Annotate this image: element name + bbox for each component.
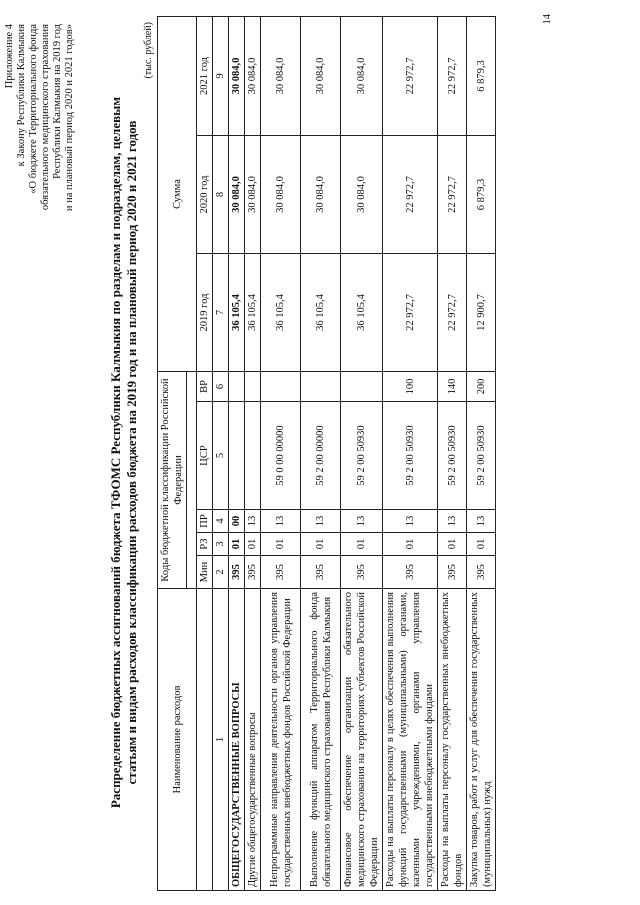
page-number: 14 (542, 14, 553, 25)
cell-csr: 59 2 00 50930 (438, 402, 467, 510)
cell-min: 395 (467, 556, 496, 589)
cell-y2019: 22 972,7 (383, 254, 438, 372)
cell-csr: 59 2 00 50930 (341, 402, 383, 510)
table-row (229, 16, 245, 890)
table-row (261, 16, 301, 890)
cell-rz: 01 (245, 533, 261, 556)
row-name: Финансовое обеспечение организации обязательного медицинского страхования на территориях субъектов Российской Федерации (341, 589, 383, 891)
cell-min: 395 (341, 556, 383, 589)
header-rz: РЗ (197, 533, 213, 556)
cell-y2019: 12 900,7 (467, 254, 496, 372)
title-line: Распределение бюджетных ассигнований бюджета ТФОМС Республики Калмыкия по разделам и подразделам, целевым (108, 96, 123, 809)
header-sum: Сумма (158, 16, 197, 371)
header-codes: Коды бюджетной классификации Российской Федерации (158, 372, 187, 589)
table-row (383, 16, 438, 890)
column-number: 5 (213, 402, 229, 510)
header-min: Мин (197, 556, 213, 589)
cell-vr (261, 372, 301, 402)
cell-y2019: 36 105,4 (229, 254, 245, 372)
appendix-line: к Закону Республики Калмыкия (16, 24, 27, 167)
cell-csr: 59 2 00 00000 (301, 402, 341, 510)
cell-pr: 13 (301, 510, 341, 533)
cell-csr: 59 0 00 00000 (261, 402, 301, 510)
cell-vr: 200 (467, 372, 496, 402)
cell-y2019: 36 105,4 (245, 254, 261, 372)
cell-vr (229, 372, 245, 402)
appendix-note (4, 24, 76, 344)
cell-y2020: 30 084,0 (229, 136, 245, 254)
appendix-line: Республики Калмыкия на 2019 год (52, 24, 63, 179)
header-name: Наименование расходов (158, 589, 197, 891)
column-number: 3 (213, 533, 229, 556)
title-line: статьям и видам расходов классификации расходов бюджета на 2019 год и на плановый период 2020 и 2021 годов (124, 120, 139, 785)
cell-rz: 01 (383, 533, 438, 556)
row-name: Закупка товаров, работ и услуг для обеспечения государственных (муниципальных) нужд (467, 589, 496, 891)
cell-y2021: 22 972,7 (383, 16, 438, 135)
row-name: Расходы на выплаты персоналу государственных внебюджетных фондов (438, 589, 467, 891)
cell-y2021: 30 084,0 (301, 16, 341, 135)
cell-csr: 59 2 00 50930 (467, 402, 496, 510)
header-vr: ВР (197, 372, 213, 402)
cell-pr: 13 (467, 510, 496, 533)
row-name: Другие общегосударственные вопросы (245, 589, 261, 891)
cell-rz: 01 (341, 533, 383, 556)
column-number: 6 (213, 372, 229, 402)
table-row (341, 16, 383, 890)
cell-vr: 140 (438, 372, 467, 402)
cell-vr (301, 372, 341, 402)
cell-min: 395 (301, 556, 341, 589)
cell-y2021: 30 084,0 (261, 16, 301, 135)
column-number: 1 (213, 589, 229, 891)
table-row (438, 16, 467, 890)
cell-y2021: 30 084,0 (245, 16, 261, 135)
header-pr: ПР (197, 510, 213, 533)
cell-y2019: 22 972,7 (438, 254, 467, 372)
cell-y2020: 22 972,7 (438, 136, 467, 254)
cell-pr: 00 (229, 510, 245, 533)
cell-y2021: 30 084,0 (229, 16, 245, 135)
cell-min: 395 (438, 556, 467, 589)
cell-y2020: 22 972,7 (383, 136, 438, 254)
column-number: 4 (213, 510, 229, 533)
cell-rz: 01 (467, 533, 496, 556)
cell-min: 395 (261, 556, 301, 589)
cell-y2021: 22 972,7 (438, 16, 467, 135)
cell-y2020: 30 084,0 (261, 136, 301, 254)
cell-y2020: 30 084,0 (341, 136, 383, 254)
cell-y2020: 30 084,0 (245, 136, 261, 254)
cell-csr: 59 2 00 50930 (383, 402, 438, 510)
appendix-line: обязательного медицинского страхования (40, 24, 51, 211)
cell-csr (245, 402, 261, 510)
cell-y2019: 36 105,4 (301, 254, 341, 372)
cell-y2021: 6 879,3 (467, 16, 496, 135)
cell-y2021: 30 084,0 (341, 16, 383, 135)
cell-vr: 100 (383, 372, 438, 402)
cell-vr (245, 372, 261, 402)
budget-table (157, 16, 496, 891)
row-name: ОБЩЕГОСУДАРСТВЕННЫЕ ВОПРОСЫ (229, 589, 245, 891)
cell-vr (341, 372, 383, 402)
cell-y2019: 36 105,4 (341, 254, 383, 372)
header-2020: 2020 год (197, 136, 213, 254)
header-csr: ЦСР (197, 402, 213, 510)
header-2019: 2019 год (197, 254, 213, 372)
table-row (301, 16, 341, 890)
cell-y2020: 30 084,0 (301, 136, 341, 254)
row-name: Расходы на выплаты персоналу в целях обеспечения выполнения функций государственными (муниципальными) органами, казенными учреждениями, органами управления государственными внебюджетными фондами (383, 589, 438, 891)
cell-csr (229, 402, 245, 510)
table-row (245, 16, 261, 890)
header-2021: 2021 год (197, 16, 213, 135)
cell-pr: 13 (383, 510, 438, 533)
column-number: 2 (213, 556, 229, 589)
cell-rz: 01 (438, 533, 467, 556)
cell-rz: 01 (229, 533, 245, 556)
column-number: 8 (213, 136, 229, 254)
row-name: Выполнение функций аппаратом Территориального фонда обязательного медицинского страхования Республики Калмыкия (301, 589, 341, 891)
units-label: (тыс. рублей) (143, 22, 154, 79)
cell-min: 395 (383, 556, 438, 589)
cell-pr: 13 (245, 510, 261, 533)
cell-rz: 01 (261, 533, 301, 556)
column-number: 9 (213, 16, 229, 135)
column-number-row (213, 16, 229, 890)
table-row (467, 16, 496, 890)
cell-pr: 13 (438, 510, 467, 533)
appendix-line: и на плановый период 2020 и 2021 годов» (64, 24, 75, 212)
cell-y2020: 6 879,3 (467, 136, 496, 254)
row-name: Непрограммные направления деятельности органов управления государственных внебюджетных фондов Российской Федерации (261, 589, 301, 891)
document-title (108, 16, 140, 889)
appendix-line: «О бюджете Территориального фонда (28, 24, 39, 194)
cell-y2019: 36 105,4 (261, 254, 301, 372)
cell-min: 395 (229, 556, 245, 589)
cell-rz: 01 (301, 533, 341, 556)
appendix-line: Приложение 4 (4, 24, 15, 89)
cell-pr: 13 (261, 510, 301, 533)
column-number: 7 (213, 254, 229, 372)
header-name-spacer (197, 589, 213, 891)
cell-min: 395 (245, 556, 261, 589)
cell-pr: 13 (341, 510, 383, 533)
